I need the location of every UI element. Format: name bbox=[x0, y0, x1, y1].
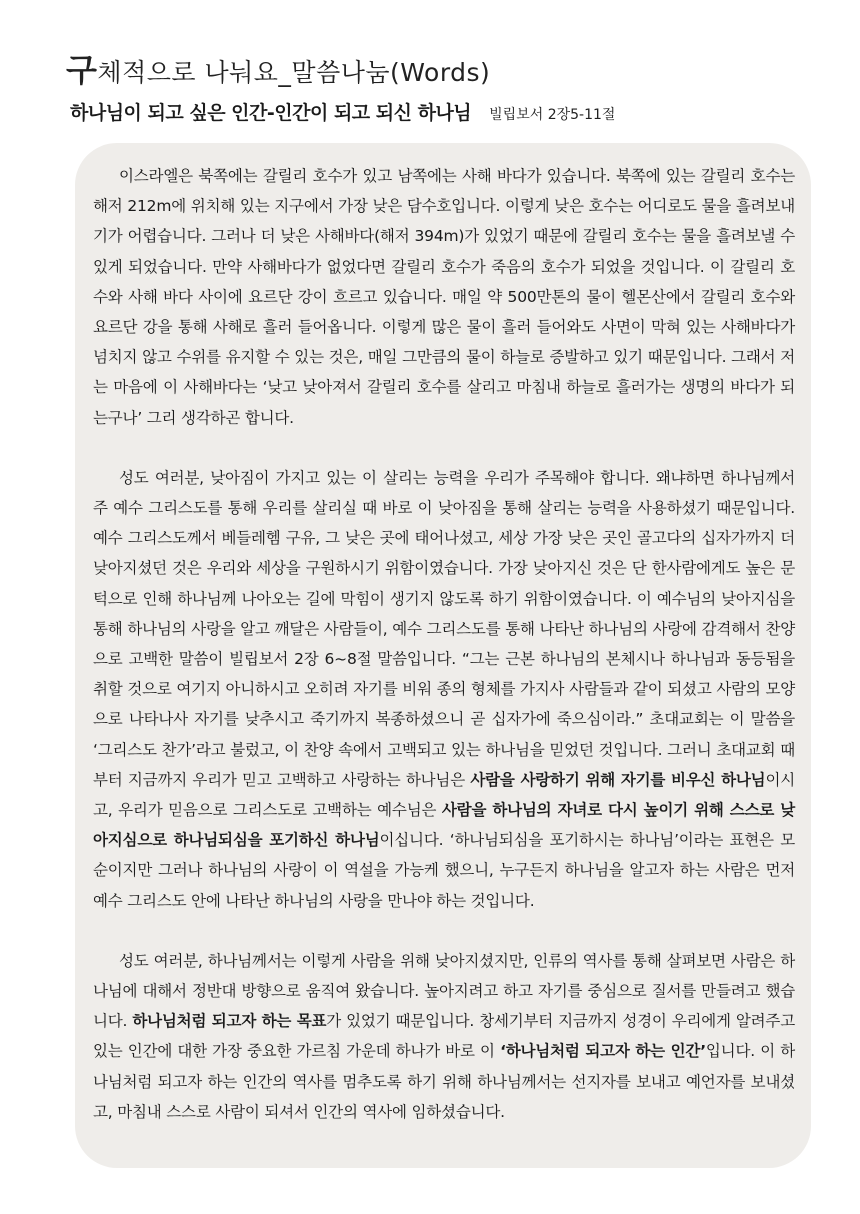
sermon-title: 하나님이 되고 싶은 인간-인간이 되고 되신 하나님 bbox=[70, 102, 472, 124]
section-title-text: 체적으로 나눠요_말씀나눔(Words) bbox=[97, 58, 491, 87]
paragraph-3 bbox=[93, 946, 795, 1127]
paragraph-2-text-d: 이십니다. ‘하나님되심을 포기하시는 하나님’이라는 표현은 모순이지만 그러나 하나님의 사랑이 이 역설을 가능케 했으니, 누구든지 하나님을 알고자 하는 사람은 먼저 예수 그리스도 안에 나타난 하나님의 사랑을 만나야 하는 것입니다. bbox=[93, 831, 795, 910]
scripture-reference: 빌립보서 2장5-11절 bbox=[489, 107, 616, 123]
paragraph-2-text-a: 성도 여러분, 낮아짐이 가지고 있는 이 살리는 능력을 우리가 주목해야 합니다. 왜냐하면 하나님께서 주 예수 그리스도를 통해 우리를 살리실 때 바로 이 낮아짐을 통해 살리는 능력을 사용하셨기 때문입니다. 예수 그리스도께서 베들레헴 구유, 그 낮은 곳에 태어나셨고, 세상 가장 낮은 곳인 골고다의 십자가까지 더 낮아지셨던 것은 우리와 세상을 구원하시기 위함이였습니다. 가장 낮아지신 것은 단 한사람에게도 높은 문턱으로 인해 하나님께 나아오는 길에 막힘이 생기지 않도록 하기 위함이였습니다. 이 예수님의 낮아지심을 통해 하나님의 사랑을 알고 깨달은 사람들이, 예수 그리스도를 통해 나타난 하나님의 사랑에 감격해서 찬양으로 고백한 말씀이 빌립보서 2장 6~8절 말씀입니다. “그는 근본 하나님의 본체시나 하나님과 동등됨을 취할 것으로 여기지 아니하시고 오히려 자기를 비워 종의 형체를 가지사 사람들과 같이 되셨고 사람의 모양으로 나타나사 자기를 낮추시고 죽기까지 복종하셨으니 곧 십자가에 죽으심이라.” 초대교회는 이 말씀을 ‘그리스도 찬가’라고 불렀고, 이 찬양 속에서 고백되고 있는 하나님을 믿었던 것입니다. 그러니 초대교회 때부터 지금까지 우리가 믿고 고백하고 사랑하는 하나님은 bbox=[93, 468, 795, 789]
section-title bbox=[66, 52, 490, 91]
paragraph-2-text-c: 이시고, 우리가 믿음으로 그리스도로 고백하는 예수님은 bbox=[93, 770, 795, 820]
paragraph-3-text-a: 성도 여러분, 하나님께서는 이렇게 사람을 위해 낮아지셨지만, 인류의 역사를 통해 살펴보면 사람은 하나님에 대해서 정반대 방향으로 움직여 왔습니다. 높아지려고 하고 자기를 중심으로 질서를 만들려고 했습니다. bbox=[93, 951, 795, 1031]
paragraph-3-emphasis-2: ‘하나님처럼 되고자 하는 인간’ bbox=[500, 1042, 706, 1061]
sermon-body-panel bbox=[75, 143, 811, 1168]
paragraph-2-emphasis-1: 사람을 사랑하기 위해 자기를 비우신 하나님 bbox=[470, 770, 766, 789]
section-title-initial: 구 bbox=[66, 51, 98, 89]
paragraph-2 bbox=[93, 463, 795, 916]
paragraph-1-text: 이스라엘은 북쪽에는 갈릴리 호수가 있고 남쪽에는 사해 바다가 있습니다. 북쪽에 있는 갈릴리 호수는 해저 212m에 위치해 있는 지구에서 가장 낮은 담수호입니다. 이렇게 낮은 호수는 어디로도 물을 흘려보내기가 어렵습니다. 그러나 더 낮은 사해바다(해저 394m)가 있었기 때문에 갈릴리 호수는 물을 흘려보낼 수 있게 되었습니다. 만약 사해바다가 없었다면 갈릴리 호수가 죽음의 호수가 되었을 것입니다. 이 갈릴리 호수와 사해 바다 사이에 요르단 강이 흐르고 있습니다. 매일 약 500만톤의 물이 헬몬산에서 갈릴리 호수와 요르단 강을 통해 사해로 흘러 들어옵니다. 이렇게 많은 물이 흘러 들어와도 사면이 막혀 있는 사해바다가 넘치지 않고 수위를 유지할 수 있는 것은, 매일 그만큼의 물이 하늘로 증발하고 있기 때문입니다. 그래서 저는 마음에 이 사해바다는 ‘낮고 낮아져서 갈릴리 호수를 살리고 마침내 하늘로 흘러가는 생명의 바다가 되는구나’ 그리 생각하곤 합니다. bbox=[93, 167, 795, 427]
paragraph-3-text-d: 입니다. 이 하나님처럼 되고자 하는 인간의 역사를 멈추도록 하기 위해 하나님께서는 선지자를 보내고 예언자를 보내셨고, 마침내 스스로 사람이 되셔서 인간의 역사에 임하셨습니다. bbox=[93, 1042, 796, 1121]
paragraph-2-emphasis-2: 사람을 하나님의 자녀로 다시 높이기 위해 스스로 낮아지심으로 하나님되심을 포기하신 하나님 bbox=[93, 801, 796, 850]
paragraph-3-emphasis-1: 하나님처럼 되고자 하는 목표 bbox=[132, 1012, 327, 1031]
paragraph-1 bbox=[93, 161, 795, 433]
sermon-heading bbox=[70, 99, 615, 129]
paragraph-3-text-c: 가 있었기 때문입니다. 창세기부터 지금까지 성경이 우리에게 알려주고 있는 인간에 대한 가장 중요한 가르침 가운데 하나가 바로 이 bbox=[93, 1012, 795, 1061]
